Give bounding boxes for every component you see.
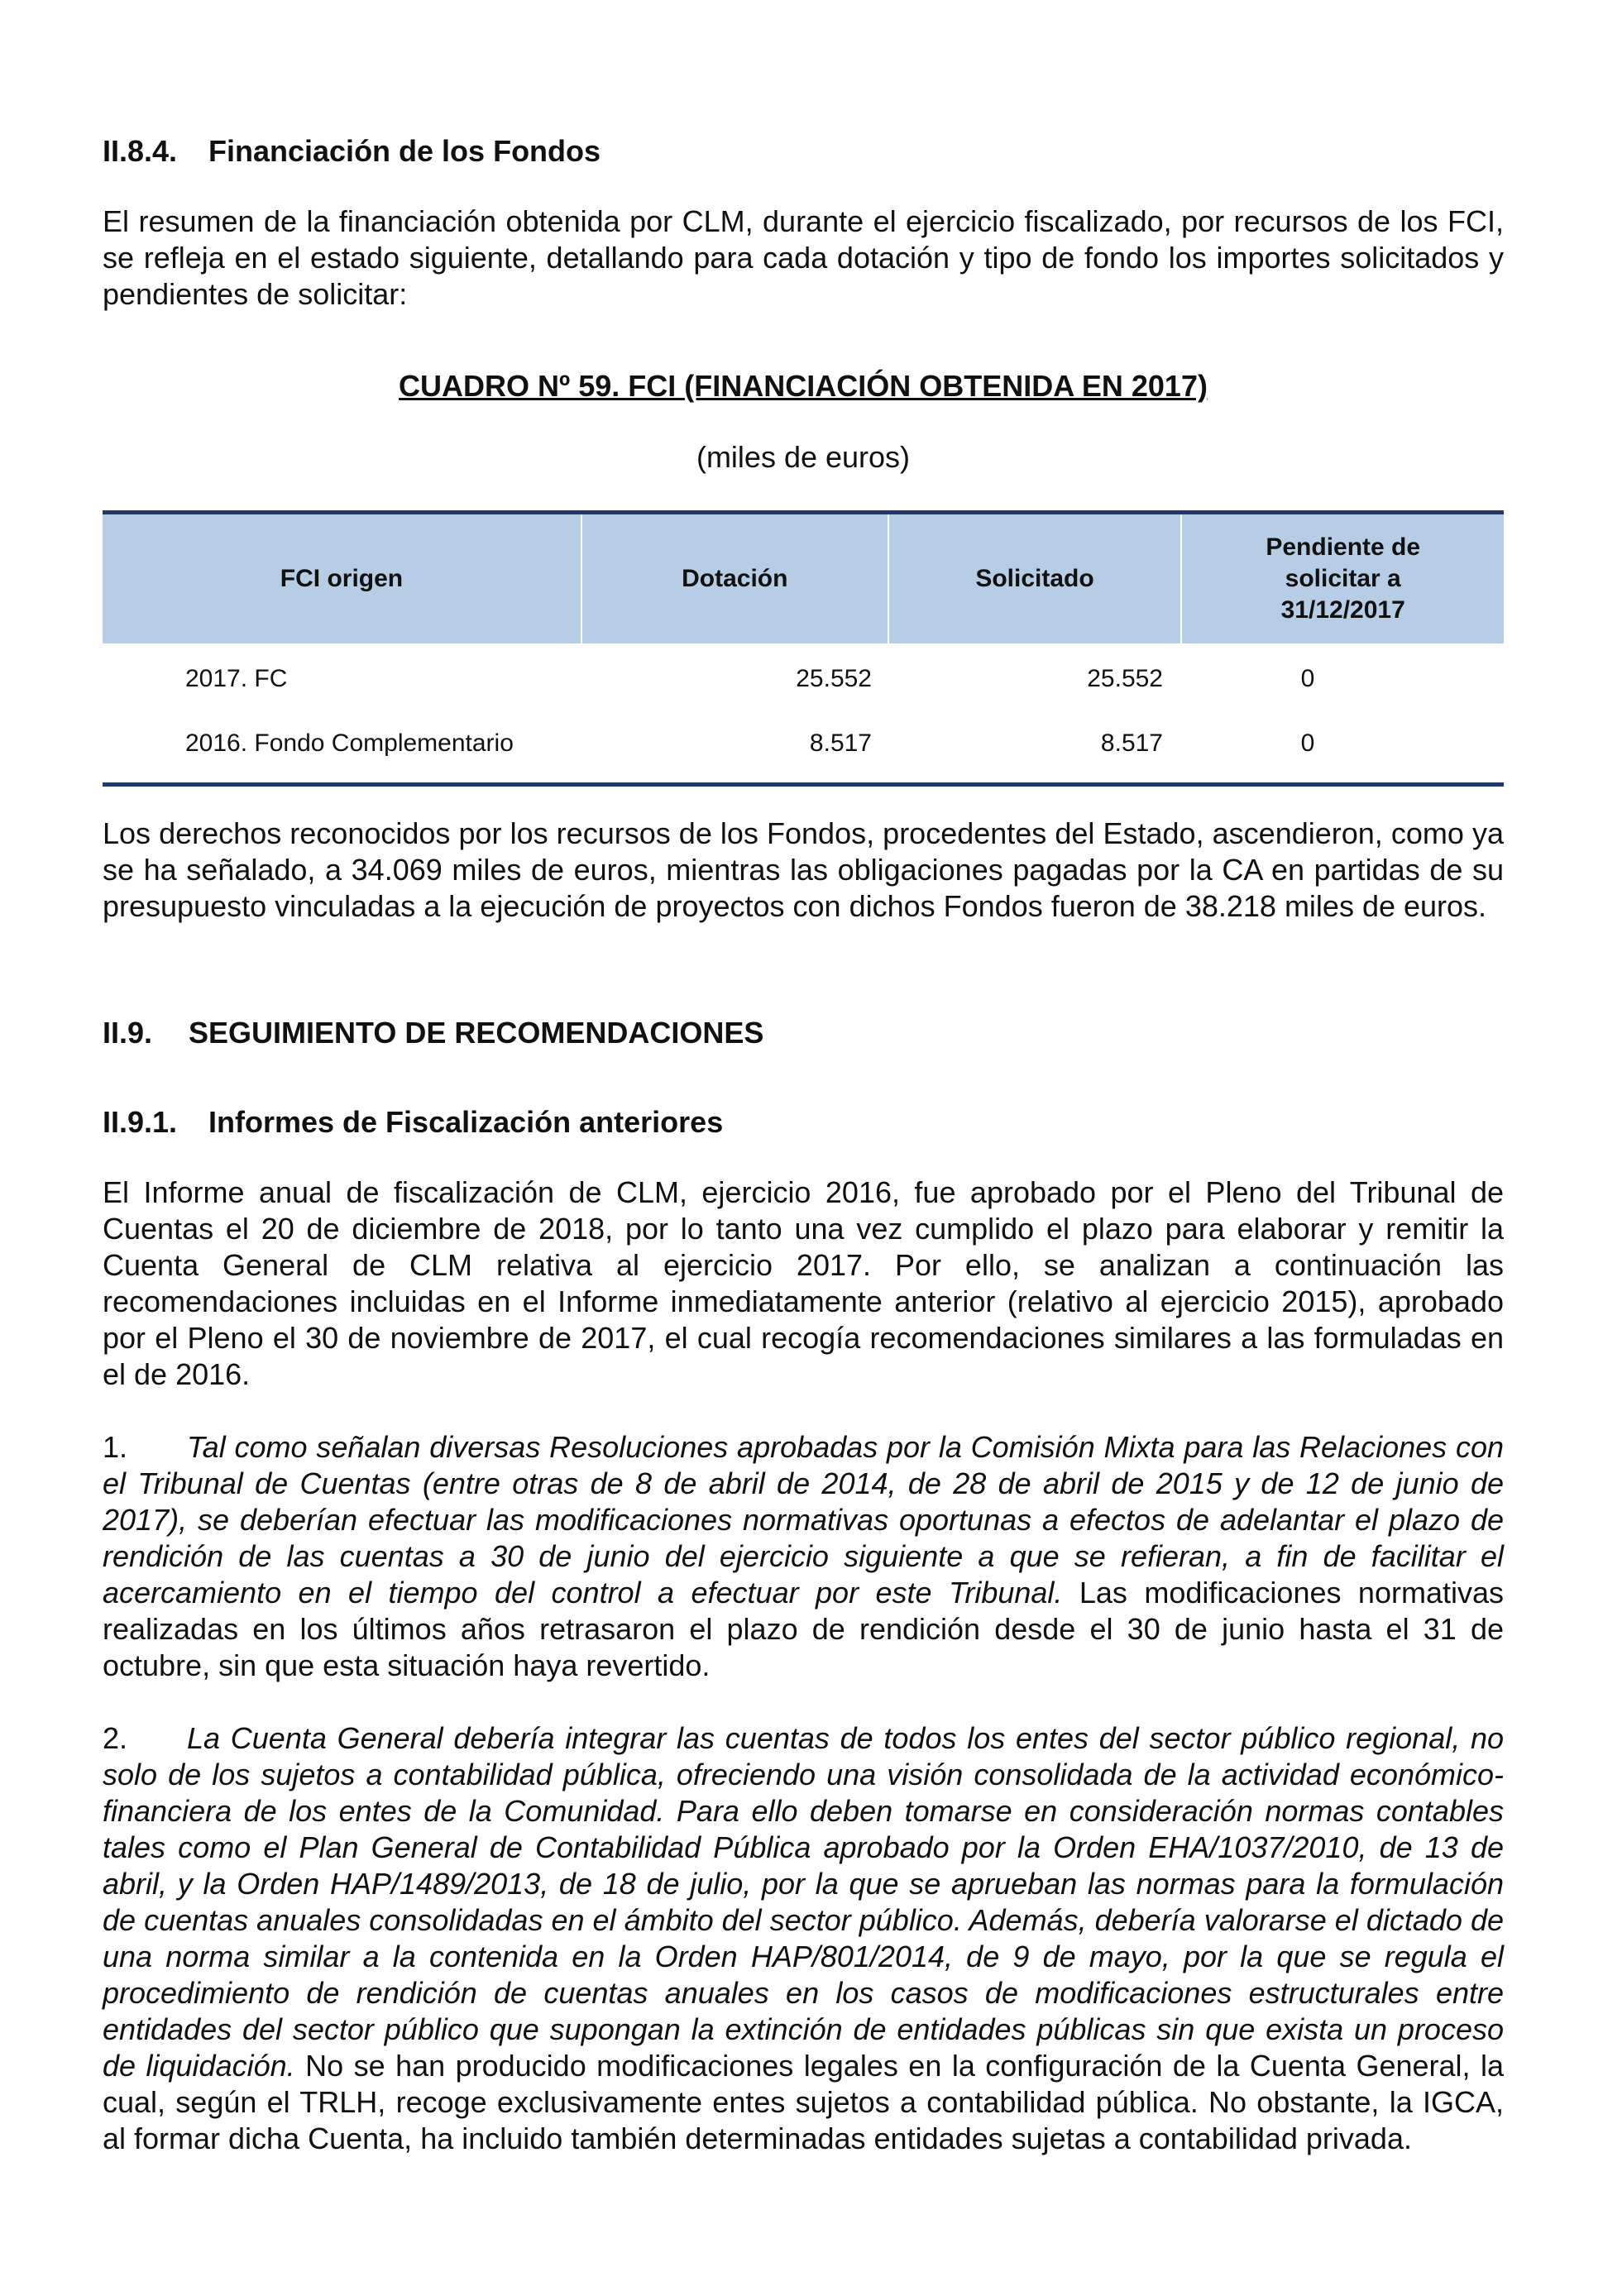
header-fci-origen: FCI origen bbox=[280, 565, 404, 592]
section-heading-informes bbox=[103, 1105, 723, 1140]
paragraph-after-table: Los derechos reconocidos por los recursos de los Fondos, procedentes del Estado, ascendieron, como ya se ha señalado, a 34.069 miles de euros, mientras las obligaciones pagadas por la CA en partidas de su presupuesto vinculadas a la ejecución de proyectos con dichos Fondos fueron de 38.218 miles de euros. bbox=[103, 816, 1504, 923]
section-title: Informes de Fiscalización anteriores bbox=[208, 1105, 724, 1139]
cell-dotacion: 25.552 bbox=[796, 665, 872, 692]
cell-origen: 2017. FC bbox=[185, 665, 288, 692]
paragraph-informes-intro: El Informe anual de fiscalización de CLM, ejercicio 2016, fue aprobado por el Pleno del Tribunal de Cuentas el 20 de diciembre de 2018, por lo tanto una vez cumplido el plazo para elaborar y remitir la Cuenta General de CLM relativa al ejercicio 2017. Por ello, se analizan a continuación las recomendaciones incluidas en el Informe inmediatamente anterior (relativo al ejercicio 2015), aprobado por el Pleno el 30 de noviembre de 2017, el cual recogía recomendaciones similares a las formuladas en el de 2016. bbox=[103, 1175, 1504, 1391]
paragraph-fondos-intro: El resumen de la financiación obtenida por CLM, durante el ejercicio fiscalizado, por recursos de los FCI, se refleja en el estado siguiente, detallando para cada dotación y tipo de fondo los importes solicitados y pendientes de solicitar: bbox=[103, 204, 1504, 311]
section-number: II.9. bbox=[103, 1016, 153, 1050]
recommendation-text: Tal como señalan diversas Resoluciones aprobadas por la Comisión Mixta para las Relaciones con el Tribunal de Cuentas (entre otras de 8 de abril de 2014, de 28 de abril de 2015 y de 12 de junio de 2017), se deberían efectuar las modificaciones normativas oportunas a efectos de adelantar el plazo de rendición de las cuentas a 30 de junio del ejercicio siguiente a que se refieran, a fin de facilitar el acercamiento en el tiempo del control a efectuar por este Tribunal. bbox=[103, 1430, 1504, 1610]
cell-origen: 2016. Fondo Complementario bbox=[185, 729, 514, 757]
header-solicitado: Solicitado bbox=[888, 514, 1181, 643]
section-title: SEGUIMIENTO DE RECOMENDACIONES bbox=[189, 1016, 764, 1050]
fci-table bbox=[103, 510, 1504, 787]
section-heading-fondos bbox=[103, 134, 601, 169]
section-number: II.8.4. bbox=[103, 134, 178, 168]
table-bottom-rule bbox=[103, 782, 1504, 787]
header-pendiente: Pendiente de solicitar a 31/12/2017 bbox=[1180, 514, 1504, 643]
cell-solicitado: 8.517 bbox=[1100, 729, 1163, 757]
table-caption: CUADRO Nº 59. FCI (FINANCIACIÓN OBTENIDA EN 2017) bbox=[399, 369, 1208, 403]
recommendation-assessment: No se han producido modificaciones legales en la configuración de la Cuenta General, la cual, según el TRLH, recoge exclusivamente entes sujetos a contabilidad pública. No obstante, la IGCA, al formar dicha Cuenta, ha incluido también determinadas entidades sujetas a contabilidad privada. bbox=[103, 2049, 1505, 2155]
recommendation-number: 1. bbox=[103, 1430, 128, 1464]
table-units: (miles de euros) bbox=[696, 440, 911, 474]
recommendation-item bbox=[103, 1720, 1504, 2157]
table-header-row bbox=[103, 514, 1504, 643]
recommendation-assessment: Las modificaciones normativas realizadas en los últimos años retrasaron el plazo de rendición desde el 30 de junio hasta el 31 de octubre, sin que esta situación haya revertido. bbox=[103, 1576, 1504, 1682]
table-row bbox=[103, 711, 1504, 776]
recommendation-item bbox=[103, 1429, 1504, 1684]
header-dotacion: Dotación bbox=[581, 514, 888, 643]
section-title: Financiación de los Fondos bbox=[208, 134, 601, 168]
section-heading-seguimiento bbox=[103, 1016, 763, 1050]
section-number: II.9.1. bbox=[103, 1105, 178, 1139]
recommendation-number: 2. bbox=[103, 1721, 128, 1755]
cell-pendiente: 0 bbox=[1300, 729, 1315, 757]
cell-solicitado: 25.552 bbox=[1087, 665, 1163, 692]
recommendation-text: La Cuenta General debería integrar las cuentas de todos los entes del sector público regional, no solo de los sujetos a contabilidad pública, ofreciendo una visión consolidada de la actividad económico-financiera de los entes de la Comunidad. Para ello deben tomarse en consideración normas contables tales como el Plan General de Contabilidad Pública aprobado por la Orden EHA/1037/2010, de 13 de abril, y la Orden HAP/1489/2013, de 18 de julio, por la que se aprueban las normas para la formulación de cuentas anuales consolidadas en el ámbito del sector público. Además, debería valorarse el dictado de una norma similar a la contenida en la Orden HAP/801/2014, de 9 de mayo, por la que se regula el procedimiento de rendición de cuentas anuales en los casos de modificaciones estructurales entre entidades del sector público que supongan la extinción de entidades públicas sin que exista un proceso de liquidación. bbox=[103, 1721, 1504, 2083]
table-row bbox=[103, 647, 1504, 711]
cell-dotacion: 8.517 bbox=[809, 729, 872, 757]
cell-pendiente: 0 bbox=[1300, 665, 1315, 692]
